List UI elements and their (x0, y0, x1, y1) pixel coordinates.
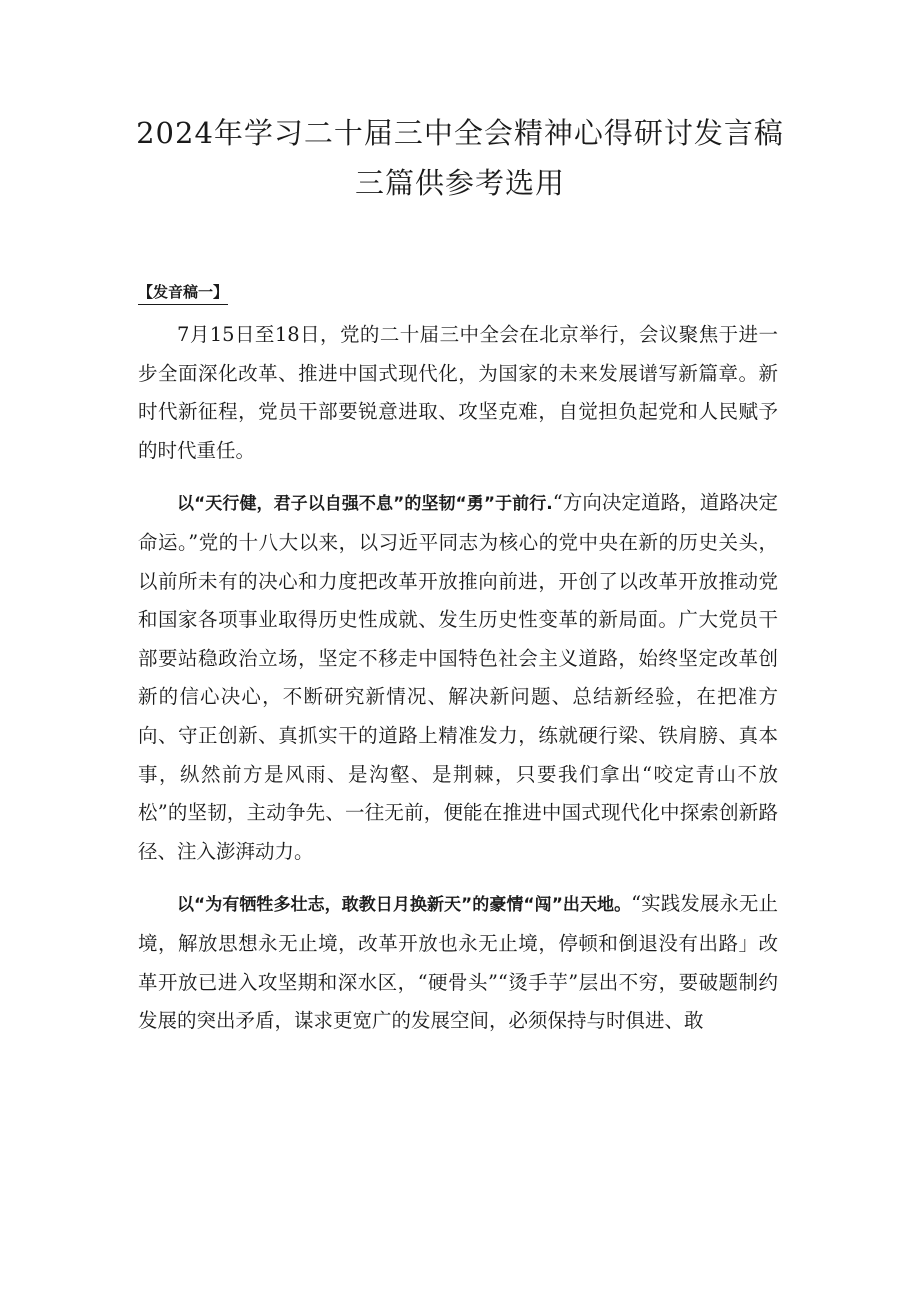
paragraph-2 (138, 484, 778, 871)
section-label: 【发音稿一】 (138, 281, 228, 305)
document-body (138, 316, 778, 1055)
paragraph-3 (138, 885, 778, 1040)
paragraph-3-lead: 以“为有牺牲多壮志，敢教日月换新天”的豪情“闯”出天地。 (177, 895, 632, 916)
paragraph-1 (138, 316, 778, 470)
document-title: 2024年学习二十届三中全会精神心得研讨发言稿三篇供参考选用 (136, 116, 784, 200)
paragraph-1-text: 7月15日至18日，党的二十届三中全会在北京举行，会议聚焦于进一步全面深化改革、推进中国式现代化，为国家的未来发展谱写新篇章。新时代新征程，党员干部要锐意进取、攻坚克难，自觉担负起党和人民赋予的时代重任。 (138, 323, 778, 462)
paragraph-2-text: “方向决定道路，道路决定命运。”党的十八大以来，以习近平同志为核心的党中央在新的历史关头，以前所未有的决心和力度把改革开放推向前进，开创了以改革开放推动党和国家各项事业取得历史性成就、发生历史性变革的新局面。广大党员干部要站稳政治立场，坚定不移走中国特色社会主义道路，始终坚定改革创新的信心决心，不断研究新情况、解决新问题、总结新经验，在把准方向、守正创新、真抓实干的道路上精准发力，练就硬行梁、铁肩膀、真本事，纵然前方是风雨、是沟壑、是荆棘，只要我们拿出“咬定青山不放松”的坚韧，主动争先、一往无前，便能在推进中国式现代化中探索创新路径、注入澎湃动力。 (138, 491, 778, 863)
paragraph-2-lead: 以“天行健，君子以自强不息”的坚韧“勇”于前行. (177, 494, 553, 515)
paragraph-3-text: “实践发展永无止境，解放思想永无止境，改革开放也永无止境，停顿和倒退没有出路」改革开放已进入攻坚期和深水区，“硬骨头”“烫手芋”层出不穷，要破题制约发展的突出矛盾，谋求更宽广的发展空间，必须保持与时俱进、敢 (138, 892, 778, 1033)
